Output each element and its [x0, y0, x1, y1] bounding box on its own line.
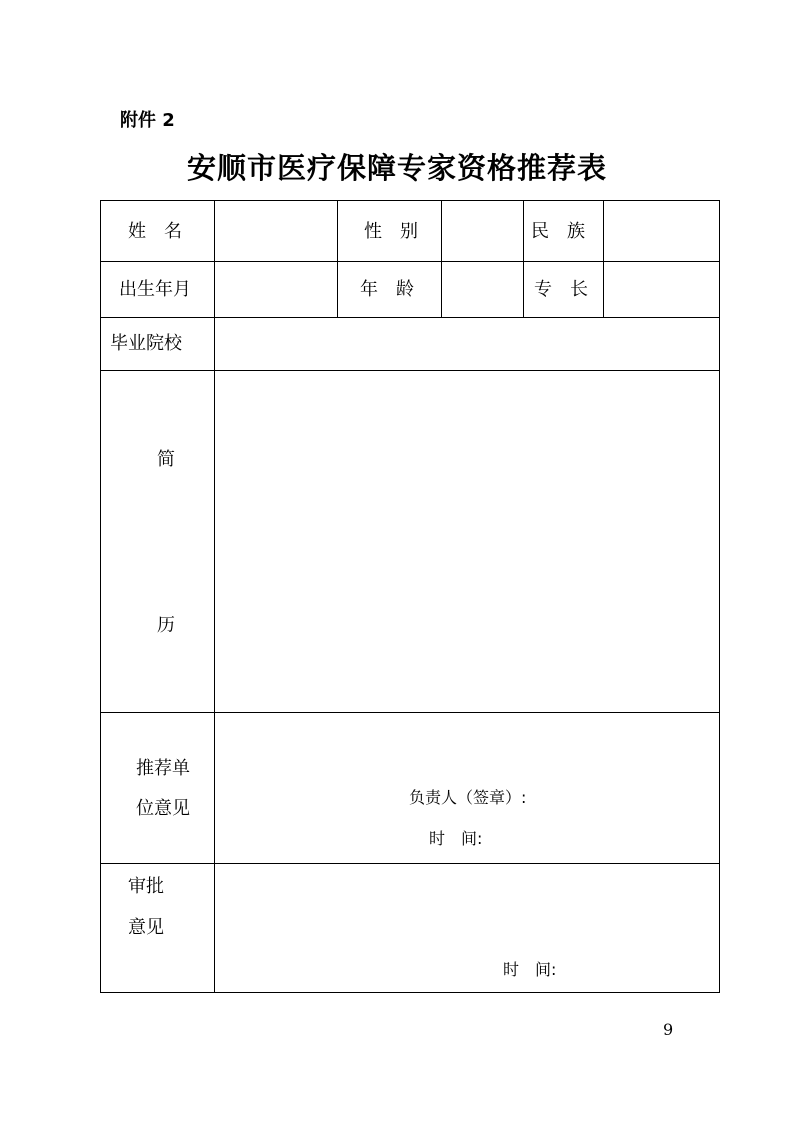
recommend-signer: 负责人（签章）:	[409, 788, 527, 807]
border-right	[719, 200, 720, 993]
border-bottom	[100, 992, 720, 993]
specialty-label: 专 长	[534, 279, 588, 300]
approval-label-2: 意见	[128, 917, 164, 938]
page-number: 9	[663, 1020, 674, 1039]
page-title: 安顺市医疗保障专家资格推荐表	[186, 151, 607, 185]
school-label: 毕业院校	[110, 333, 182, 354]
border-left	[100, 200, 101, 993]
age-label: 年 龄	[360, 279, 414, 300]
row-divider	[100, 261, 720, 262]
column-divider	[603, 200, 604, 318]
ethnicity-label: 民 族	[531, 221, 585, 242]
name-label: 姓 名	[128, 221, 182, 242]
column-divider	[441, 200, 442, 318]
row-divider	[100, 317, 720, 318]
resume-label-2: 历	[157, 615, 175, 636]
attachment-label: 附件 2	[120, 110, 175, 131]
recommendation-form	[100, 200, 720, 993]
approval-time: 时 间:	[503, 960, 557, 979]
gender-label: 性 别	[364, 221, 418, 242]
recommend-label-1: 推荐单	[136, 758, 190, 779]
row-divider	[100, 712, 720, 713]
birth-label: 出生年月	[119, 279, 191, 300]
column-divider	[337, 200, 338, 318]
row-divider	[100, 863, 720, 864]
resume-label-1: 简	[157, 449, 175, 470]
recommend-label-2: 位意见	[136, 798, 190, 819]
approval-label-1: 审批	[128, 876, 164, 897]
recommend-time: 时 间:	[429, 829, 483, 848]
row-divider	[100, 370, 720, 371]
border-top	[100, 200, 720, 201]
column-divider	[214, 200, 215, 993]
column-divider	[523, 200, 524, 318]
